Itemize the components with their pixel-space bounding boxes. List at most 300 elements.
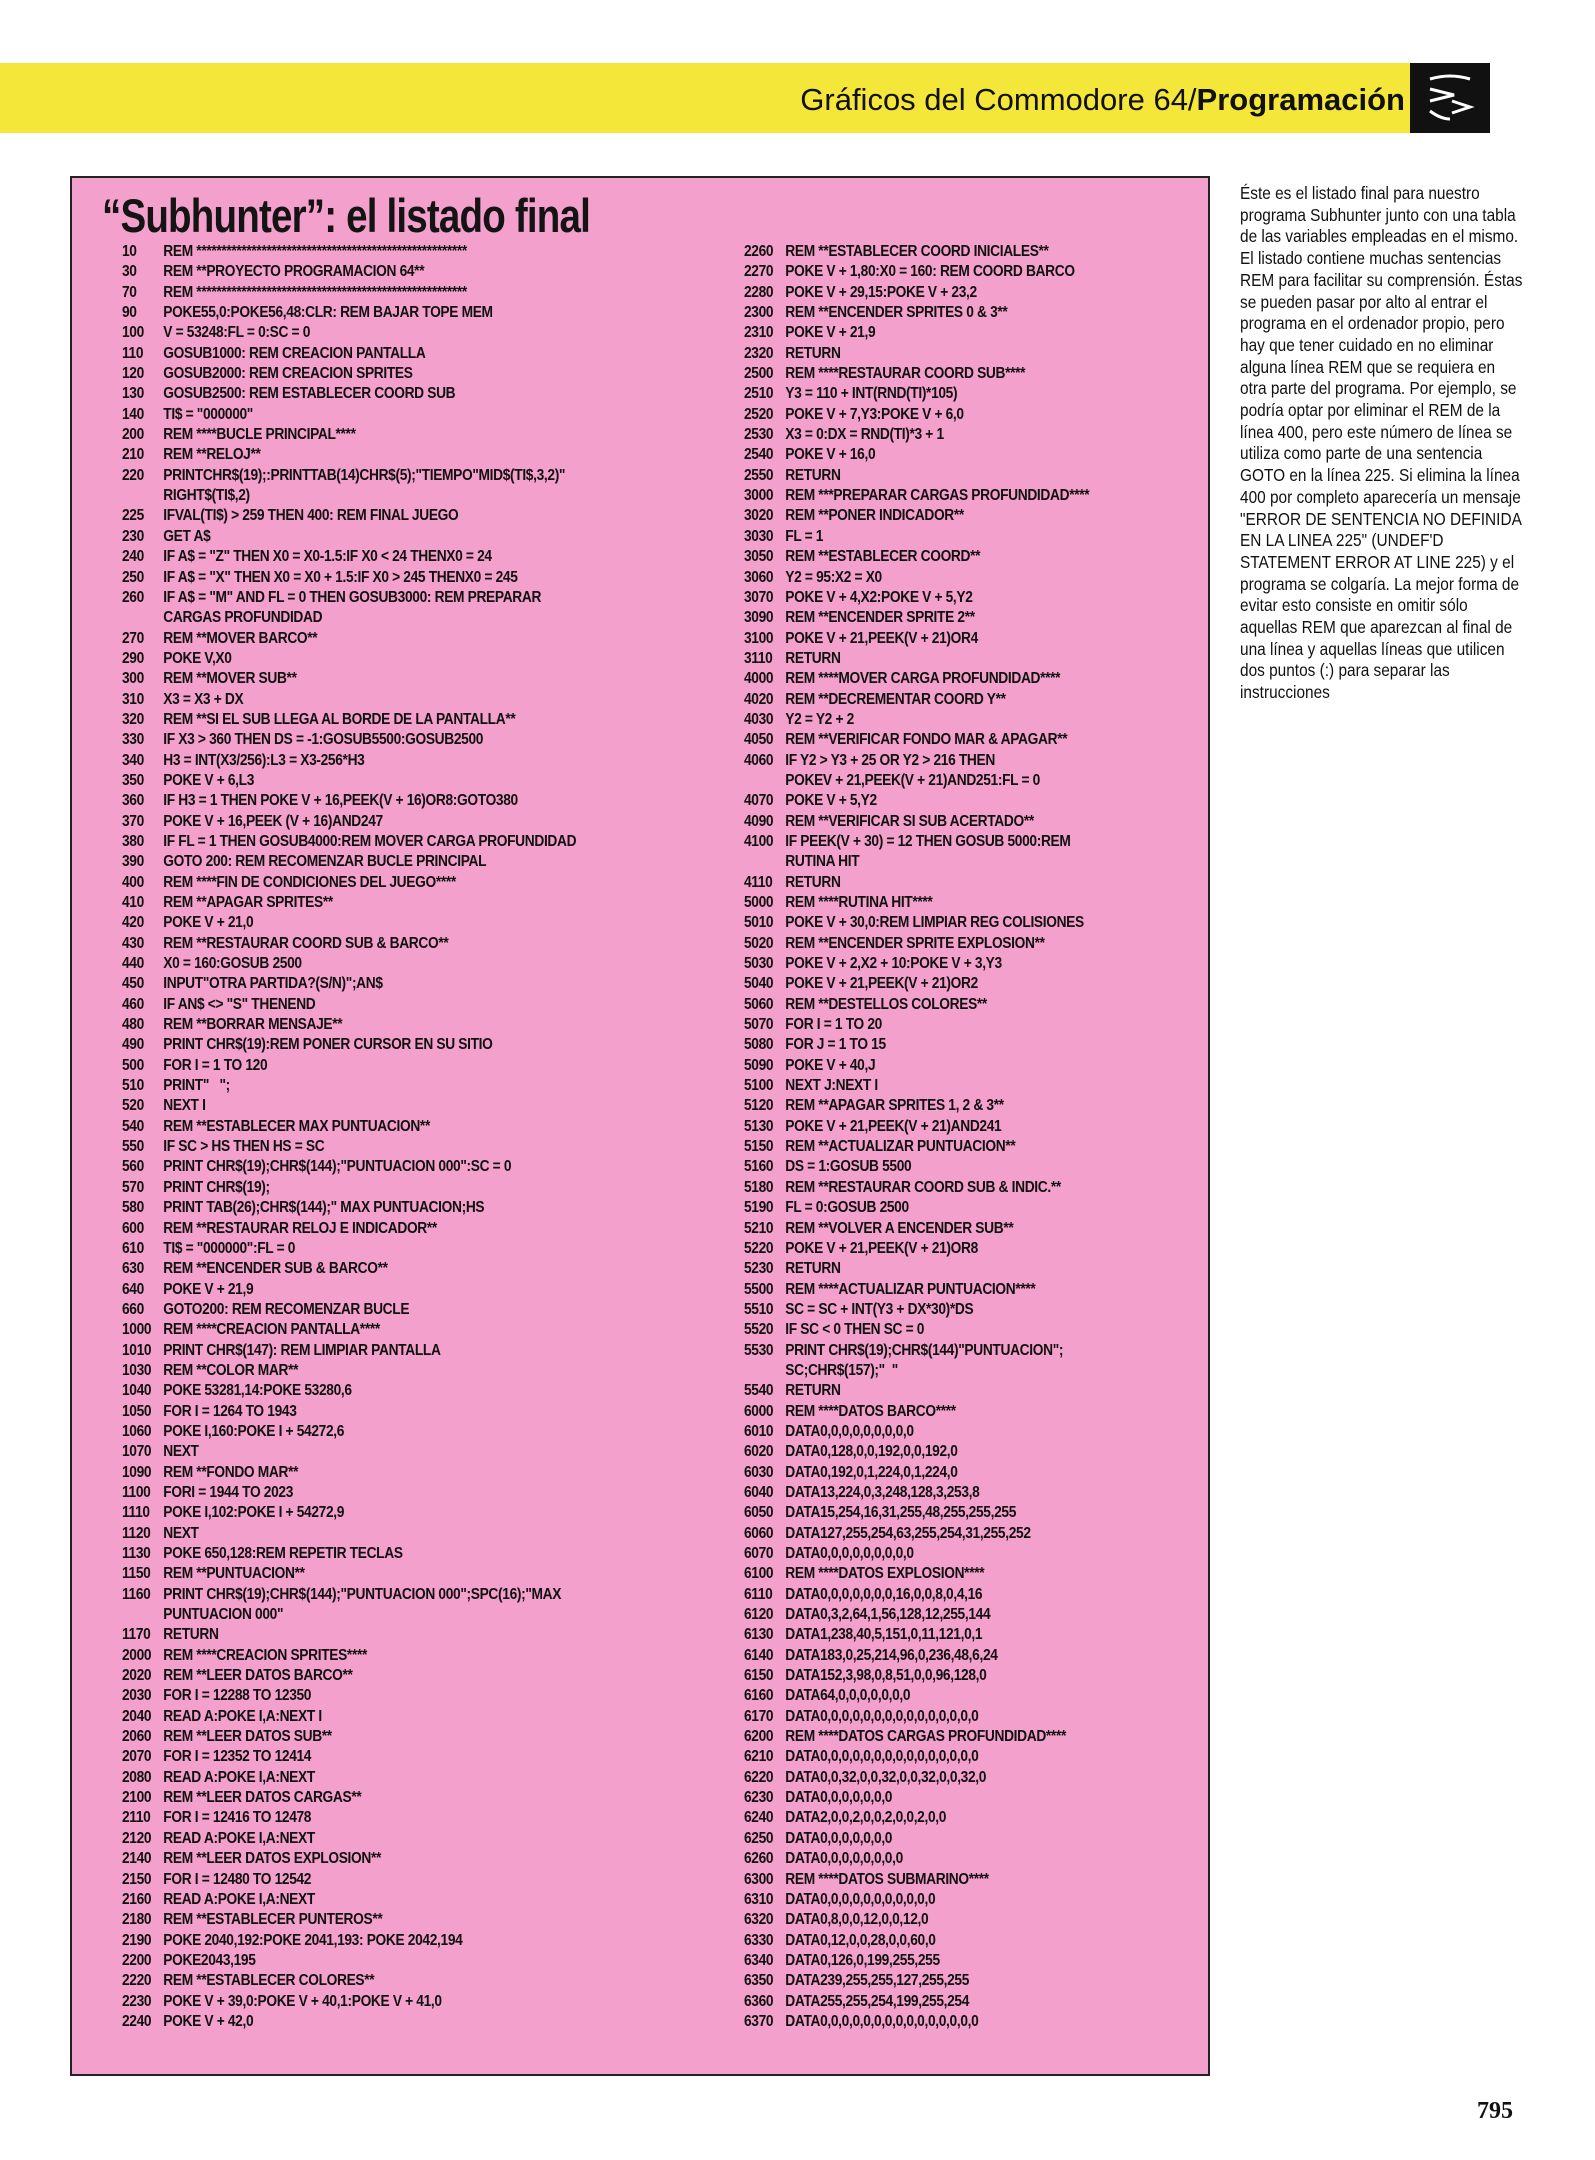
code-text: REM **APAGAR SPRITES 1, 2 & 3** (785, 1097, 1004, 1115)
line-number: 1050 (122, 1402, 152, 1420)
line-number: 3110 (744, 649, 773, 667)
line-number: 5100 (744, 1077, 774, 1095)
code-line (744, 486, 1140, 506)
code-line (744, 445, 1140, 465)
line-number: 430 (122, 934, 144, 952)
code-text: POKE I,102:POKE I + 54272,9 (163, 1504, 345, 1522)
code-text: POKE V + 40,J (785, 1056, 876, 1074)
line-number: 6360 (744, 1992, 774, 2010)
code-text: FOR J = 1 TO 15 (785, 1036, 886, 1054)
code-text: IF AN$ <> "S" THENEND (163, 995, 316, 1013)
line-number: 500 (122, 1056, 144, 1074)
line-number: 4090 (744, 812, 774, 830)
code-text: FORI = 1944 TO 2023 (163, 1483, 294, 1501)
code-line (744, 1483, 1140, 1503)
line-number: 1010 (122, 1341, 152, 1359)
line-number: 2190 (122, 1931, 152, 1949)
code-line (122, 1788, 604, 1808)
code-text: POKE V + 21,9 (785, 324, 876, 342)
code-text: POKE I,160:POKE I + 54272,6 (163, 1422, 345, 1440)
code-line (744, 1280, 1140, 1300)
code-text: DATA0,0,0,0,0,0,0,0,0,0,0,0,0,0,0 (785, 1707, 979, 1725)
code-line (122, 1483, 604, 1503)
code-line (744, 1870, 1140, 1890)
code-text: PRINT CHR$(19);CHR$(144);"PUNTUACION 000";SPC(16);"MAX (163, 1585, 562, 1603)
code-text: DS = 1:GOSUB 5500 (785, 1158, 912, 1176)
code-line (744, 954, 1140, 974)
code-line (122, 1829, 604, 1849)
code-text: REM **PUNTUACION** (163, 1565, 305, 1583)
code-text: PUNTUACION 000" (163, 1606, 284, 1624)
code-text: READ A:POKE I,A:NEXT (163, 1768, 315, 1786)
line-number: 2220 (122, 1972, 152, 1990)
line-number: 240 (122, 548, 144, 566)
code-line (744, 1951, 1140, 1971)
code-line (122, 730, 604, 750)
line-number: 6050 (744, 1504, 774, 1522)
code-line (122, 1300, 604, 1320)
code-line (744, 1849, 1140, 1869)
line-number: 6040 (744, 1483, 774, 1501)
code-text: RIGHT$(TI$,2) (163, 487, 250, 505)
code-line (744, 1747, 1140, 1767)
line-number: 5130 (744, 1117, 774, 1135)
code-line (744, 1707, 1140, 1727)
line-number: 5070 (744, 1016, 774, 1034)
code-text: REM ****ACTUALIZAR PUNTUACION**** (785, 1280, 1036, 1298)
code-line (744, 1890, 1140, 1910)
code-text: REM **LEER DATOS CARGAS** (163, 1789, 362, 1807)
line-number: 2510 (744, 385, 774, 403)
code-line (744, 1442, 1140, 1462)
code-line (122, 1341, 604, 1361)
line-number: 2030 (122, 1687, 152, 1705)
code-text: X0 = 160:GOSUB 2500 (163, 955, 302, 973)
code-text: IF H3 = 1 THEN POKE V + 16,PEEK(V + 16)OR8:GOTO380 (163, 792, 518, 810)
code-text: RETURN (785, 344, 841, 362)
code-text: POKE55,0:POKE56,48:CLR: REM BAJAR TOPE MEM (163, 304, 493, 322)
code-text: IF SC < 0 THEN SC = 0 (785, 1321, 925, 1339)
code-text: REM **MOVER BARCO** (163, 629, 318, 647)
sidebar-caption: Éste es el listado final para nuestro programa Subhunter junto con una tabla de las variables empleadas en el mismo. El listado contiene muchas sentencias REM para facilitar su comprensión. Éstas se pueden pasar por alto al entrar el programa en el ordenador propio, pero hay que tener cuidado en no eliminar alguna línea REM que se requiera en otra parte del programa. Por ejemplo, se podría optar por eliminar el REM de la línea 400, pero este número de línea se utiliza como parte de una sentencia GOTO en la línea 225. Si elimina la línea 400 por completo aparecería un mensaje "ERROR DE SENTENCIA NO DEFINIDA EN LA LINEA 225" (UNDEF'D STATEMENT ERROR AT LINE 225) y el programa se colgaría. La mejor forma de evitar esto consiste en omitir sólo aquellas REM que aparezcan al final de una línea y aquellas líneas que utilicen dos puntos (:) para separar las instrucciones (1240, 183, 1523, 703)
line-number: 400 (122, 873, 144, 891)
code-line (122, 1910, 604, 1930)
code-line (744, 1768, 1140, 1788)
code-line (122, 893, 604, 913)
line-number: 6350 (744, 1972, 774, 1990)
code-line (122, 1076, 604, 1096)
code-line (122, 1564, 604, 1584)
line-number: 250 (122, 568, 144, 586)
line-number: 5080 (744, 1036, 774, 1054)
listing-title: “Subhunter”: el listado final (102, 189, 590, 242)
line-number: 330 (122, 731, 144, 749)
line-number: 270 (122, 629, 144, 647)
code-line (744, 1524, 1140, 1544)
line-number: 110 (122, 344, 144, 362)
code-text: DATA0,0,0,0,0,0,0,0 (785, 1850, 903, 1868)
code-line (744, 934, 1140, 954)
code-text: DATA0,8,0,0,12,0,0,12,0 (785, 1911, 929, 1929)
program-listing-box (70, 176, 1210, 2076)
code-line (744, 1096, 1140, 1116)
code-text: GET A$ (163, 527, 211, 545)
code-line (122, 1402, 604, 1422)
code-line (744, 913, 1140, 933)
line-number: 1100 (122, 1483, 151, 1501)
line-number: 260 (122, 588, 144, 606)
line-number: 1070 (122, 1443, 152, 1461)
code-line (122, 547, 604, 567)
code-line (744, 568, 1140, 588)
code-line (122, 486, 604, 506)
code-text: REM ****CREACION PANTALLA**** (163, 1321, 380, 1339)
code-line (744, 1035, 1140, 1055)
code-line (122, 771, 604, 791)
code-text: POKE V + 16,0 (785, 446, 876, 464)
code-line (744, 1931, 1140, 1951)
code-line (744, 669, 1140, 689)
line-number: 6210 (744, 1748, 774, 1766)
code-line (122, 1219, 604, 1239)
code-text: FL = 0:GOSUB 2500 (785, 1199, 909, 1217)
code-text: IF A$ = "M" AND FL = 0 THEN GOSUB3000: REM PREPARAR (163, 588, 542, 606)
code-line (744, 344, 1140, 364)
code-text: RETURN (785, 873, 841, 891)
line-number: 6060 (744, 1524, 774, 1542)
code-text: DATA127,255,254,63,255,254,31,255,252 (785, 1524, 1031, 1542)
code-text: RETURN (785, 466, 841, 484)
code-line (744, 649, 1140, 669)
code-text: FOR I = 1 TO 120 (163, 1056, 268, 1074)
code-line (744, 384, 1140, 404)
line-number: 2040 (122, 1707, 152, 1725)
code-text: POKE V + 21,9 (163, 1280, 254, 1298)
line-number: 5150 (744, 1138, 774, 1156)
code-text: PRINT CHR$(19):REM PONER CURSOR EN SU SITIO (163, 1036, 493, 1054)
line-number: 2300 (744, 304, 774, 322)
line-number: 550 (122, 1138, 144, 1156)
code-line (122, 974, 604, 994)
code-line (122, 527, 604, 547)
line-number: 5230 (744, 1260, 774, 1278)
code-line (122, 568, 604, 588)
line-number: 5030 (744, 955, 774, 973)
code-text: Y2 = 95:X2 = X0 (785, 568, 882, 586)
line-number: 3090 (744, 609, 774, 627)
line-number: 2180 (122, 1911, 152, 1929)
code-text: FOR I = 12480 TO 12542 (163, 1870, 312, 1888)
line-number: 4050 (744, 731, 774, 749)
code-line (122, 1015, 604, 1035)
line-number: 2240 (122, 2012, 152, 2030)
code-line (744, 2012, 1140, 2032)
code-text: TI$ = "000000" (163, 405, 254, 423)
line-number: 6110 (744, 1585, 773, 1603)
header-title-regular: Gráficos del Commodore 64/ (800, 82, 1197, 117)
code-text: INPUT"OTRA PARTIDA?(S/N)";AN$ (163, 975, 383, 993)
code-line (744, 608, 1140, 628)
code-line (744, 690, 1140, 710)
code-line (122, 1198, 604, 1218)
line-number: 5060 (744, 995, 774, 1013)
line-number: 2320 (744, 344, 774, 362)
line-number: 6200 (744, 1728, 774, 1746)
line-number: 2150 (122, 1870, 152, 1888)
code-text: DATA13,224,0,3,248,128,3,253,8 (785, 1483, 980, 1501)
code-line (122, 629, 604, 649)
code-text: REM **RESTAURAR COORD SUB & INDIC.** (785, 1178, 1061, 1196)
line-number: 6250 (744, 1829, 774, 1847)
line-number: 5520 (744, 1321, 774, 1339)
code-text: POKE V,X0 (163, 649, 232, 667)
line-number: 230 (122, 527, 144, 545)
code-text: X3 = X3 + DX (163, 690, 244, 708)
code-text: REM **ENCENDER SPRITE EXPLOSION** (785, 934, 1045, 952)
code-text: Y2 = Y2 + 2 (785, 710, 854, 728)
code-text: SC = SC + INT(Y3 + DX*30)*DS (785, 1300, 974, 1318)
line-number: 420 (122, 914, 144, 932)
line-number: 5010 (744, 914, 774, 932)
code-line (122, 832, 604, 852)
code-line (744, 1015, 1140, 1035)
line-number: 4100 (744, 832, 774, 850)
code-text: DATA0,0,0,0,0,0,0 (785, 1829, 893, 1847)
code-line (122, 1870, 604, 1890)
line-number: 290 (122, 649, 144, 667)
line-number: 2080 (122, 1768, 152, 1786)
code-text: REM **ESTABLECER PUNTEROS** (163, 1911, 383, 1929)
line-number: 380 (122, 832, 144, 850)
code-text: POKE 53281,14:POKE 53280,6 (163, 1382, 352, 1400)
code-text: READ A:POKE I,A:NEXT I (163, 1707, 322, 1725)
code-line (122, 852, 604, 872)
code-text: GOSUB2500: REM ESTABLECER COORD SUB (163, 385, 456, 403)
line-number: 6160 (744, 1687, 774, 1705)
line-number: 1040 (122, 1382, 152, 1400)
line-number: 5510 (744, 1300, 774, 1318)
code-line (122, 1727, 604, 1747)
line-number: 2280 (744, 283, 774, 301)
code-text: DATA0,0,0,0,0,0,0,0,0,0,0,0,0,0,0 (785, 1748, 979, 1766)
line-number: 630 (122, 1260, 144, 1278)
code-text: REM **ENCENDER SUB & BARCO** (163, 1260, 388, 1278)
code-text: DATA0,12,0,0,28,0,0,60,0 (785, 1931, 936, 1949)
code-text: READ A:POKE I,A:NEXT (163, 1829, 315, 1847)
line-number: 30 (122, 263, 137, 281)
line-number: 6070 (744, 1545, 774, 1562)
code-line (122, 954, 604, 974)
code-line (122, 1035, 604, 1055)
line-number: 6150 (744, 1667, 774, 1685)
code-text: POKE V + 7,Y3:POKE V + 6,0 (785, 405, 964, 423)
code-line (122, 1524, 604, 1544)
code-line (122, 1931, 604, 1951)
code-line (122, 344, 604, 364)
code-line (122, 913, 604, 933)
code-text: REM ****FIN DE CONDICIONES DEL JUEGO**** (163, 873, 456, 891)
code-text: PRINTCHR$(19);:PRINTTAB(14)CHR$(5);"TIEMPO"MID$(TI$,3,2)" (163, 466, 566, 484)
line-number: 2100 (122, 1789, 152, 1807)
code-line (122, 995, 604, 1015)
code-line (744, 1605, 1140, 1625)
line-number: 6240 (744, 1809, 774, 1827)
line-number: 2500 (744, 365, 774, 383)
code-line (122, 445, 604, 465)
code-text: REM **LEER DATOS EXPLOSION** (163, 1850, 381, 1868)
code-text: REM ****************************************************** (163, 243, 467, 260)
line-number: 2020 (122, 1667, 152, 1685)
code-text: POKE V + 16,PEEK (V + 16)AND247 (163, 812, 383, 830)
code-text: FOR I = 1264 TO 1943 (163, 1402, 297, 1420)
line-number: 225 (122, 507, 144, 525)
line-number: 1130 (122, 1545, 151, 1562)
code-text: DATA0,0,0,0,0,0,0,0,0 (785, 1545, 914, 1562)
code-text: POKE V + 21,PEEK(V + 21)OR2 (785, 975, 978, 993)
code-line (122, 649, 604, 669)
line-number: 2530 (744, 426, 774, 444)
code-line (744, 1056, 1140, 1076)
line-number: 6340 (744, 1951, 774, 1969)
code-text: POKE V + 42,0 (163, 2012, 254, 2030)
series-logo-icon (1410, 63, 1490, 133)
code-line (744, 425, 1140, 445)
code-text: DATA0,0,0,0,0,0,0,0,0 (785, 1422, 914, 1440)
code-text: NEXT (163, 1524, 199, 1542)
line-number: 130 (122, 385, 144, 403)
code-text: FL = 1 (785, 527, 824, 545)
line-number: 4070 (744, 792, 774, 810)
line-number: 570 (122, 1178, 144, 1196)
line-number: 6230 (744, 1789, 774, 1807)
line-number: 2140 (122, 1850, 152, 1868)
line-number: 2520 (744, 405, 774, 423)
line-number: 6300 (744, 1870, 774, 1888)
code-text: DATA0,126,0,199,255,255 (785, 1951, 940, 1969)
line-number: 6000 (744, 1402, 774, 1420)
line-number: 6260 (744, 1850, 774, 1868)
line-number: 5120 (744, 1097, 774, 1115)
line-number: 3020 (744, 507, 774, 525)
line-number: 6370 (744, 2012, 774, 2030)
code-line (744, 262, 1140, 282)
code-line (744, 588, 1140, 608)
code-text: RETURN (163, 1626, 219, 1644)
code-line (122, 1096, 604, 1116)
code-text: POKE V + 29,15:POKE V + 23,2 (785, 283, 977, 301)
line-number: 300 (122, 670, 144, 688)
code-text: REM ****MOVER CARGA PROFUNDIDAD**** (785, 670, 1061, 688)
code-text: FOR I = 12352 TO 12414 (163, 1748, 312, 1766)
code-line (122, 1747, 604, 1767)
line-number: 460 (122, 995, 144, 1013)
code-line (122, 710, 604, 730)
code-text: FOR I = 12416 TO 12478 (163, 1809, 312, 1827)
line-number: 370 (122, 812, 144, 830)
code-line (122, 1361, 604, 1381)
line-number: 1120 (122, 1524, 151, 1542)
line-number: 6130 (744, 1626, 774, 1644)
code-text: DATA0,0,0,0,0,0,0,0,0,0,0 (785, 1890, 936, 1908)
code-text: PRINT CHR$(19); (163, 1178, 270, 1196)
code-line (744, 1178, 1140, 1198)
series-logo (1410, 63, 1595, 133)
code-text: IF FL = 1 THEN GOSUB4000:REM MOVER CARGA PROFUNDIDAD (163, 832, 577, 850)
line-number: 5020 (744, 934, 774, 952)
code-text: POKE2043,195 (163, 1951, 256, 1969)
line-number: 4020 (744, 690, 774, 708)
line-number: 6120 (744, 1606, 774, 1624)
code-line (744, 1361, 1140, 1381)
code-line (122, 1239, 604, 1259)
code-line (122, 384, 604, 404)
code-text: DATA183,0,25,214,96,0,236,48,6,24 (785, 1646, 998, 1664)
code-text: GOSUB1000: REM CREACION PANTALLA (163, 344, 426, 362)
code-text: REM **RESTAURAR COORD SUB & BARCO** (163, 934, 449, 952)
code-text: DATA2,0,0,2,0,0,2,0,0,2,0,0 (785, 1809, 947, 1827)
line-number: 5000 (744, 894, 774, 911)
code-line (744, 1381, 1140, 1401)
code-text: V = 53248:FL = 0:SC = 0 (163, 324, 311, 342)
code-text: GOTO200: REM RECOMENZAR BUCLE (163, 1300, 410, 1318)
code-line (744, 1239, 1140, 1259)
code-line (744, 771, 1140, 791)
code-line (122, 1605, 604, 1625)
code-line (122, 1280, 604, 1300)
code-line (122, 466, 604, 486)
code-line (122, 1992, 604, 2012)
code-text: Y3 = 110 + INT(RND(TI)*105) (785, 385, 958, 403)
line-number: 3050 (744, 548, 774, 566)
line-number: 4110 (744, 873, 773, 891)
line-number: 5090 (744, 1056, 774, 1074)
line-number: 200 (122, 426, 144, 444)
code-text: POKE V + 21,PEEK(V + 21)OR8 (785, 1239, 978, 1257)
code-text: REM **LEER DATOS BARCO** (163, 1667, 353, 1685)
code-line (122, 669, 604, 689)
line-number: 2110 (122, 1809, 151, 1827)
line-number: 520 (122, 1097, 144, 1115)
code-line (122, 690, 604, 710)
line-number: 5540 (744, 1382, 774, 1400)
code-text: REM ****DATOS EXPLOSION**** (785, 1565, 985, 1583)
line-number: 5210 (744, 1219, 774, 1237)
code-line (744, 242, 1140, 262)
code-text: POKE 650,128:REM REPETIR TECLAS (163, 1545, 403, 1562)
code-line (744, 873, 1140, 893)
code-line (744, 1503, 1140, 1523)
code-line (744, 527, 1140, 547)
code-text: IF SC > HS THEN HS = SC (163, 1138, 325, 1156)
code-text: REM ****************************************************** (163, 283, 467, 301)
code-text: DATA1,238,40,5,151,0,11,121,0,1 (785, 1626, 983, 1644)
code-line (744, 1564, 1140, 1584)
code-text: POKE V + 30,0:REM LIMPIAR REG COLISIONES (785, 914, 1084, 932)
code-text: REM **COLOR MAR** (163, 1361, 299, 1379)
line-number: 5180 (744, 1178, 774, 1196)
line-number: 140 (122, 405, 144, 423)
code-line (122, 1117, 604, 1137)
code-line (122, 303, 604, 323)
code-line (122, 1503, 604, 1523)
header-title-bold: Programación (1196, 82, 1405, 117)
line-number: 490 (122, 1036, 144, 1054)
code-line (122, 283, 604, 303)
line-number: 2310 (744, 324, 774, 342)
line-number: 90 (122, 304, 137, 322)
line-number: 3100 (744, 629, 774, 647)
line-number: 3000 (744, 487, 774, 505)
